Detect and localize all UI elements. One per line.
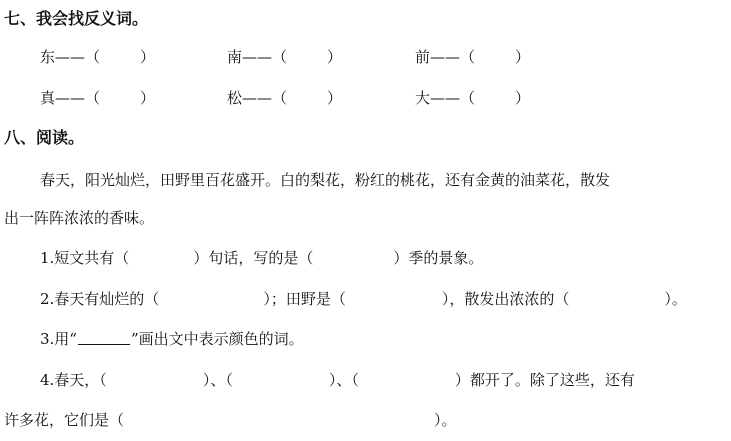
antonym-item-big — [415, 88, 530, 108]
antonym-close: ） — [515, 48, 531, 66]
question-text: ”画出文中表示颜色的词。 — [130, 330, 304, 348]
question-text: ）。 — [664, 290, 687, 308]
question-text: 4.春天，（ — [40, 371, 107, 389]
question-text: ）季的景象。 — [393, 249, 484, 267]
passage-line-1: 春天，阳光灿烂，田野里百花盛开。白的梨花，粉红的桃花，还有金黄的油菜花，散发 — [40, 171, 611, 189]
question-1 — [40, 248, 483, 268]
question-text: ）都开了。除了这些，还有 — [454, 371, 635, 389]
antonym-close: ） — [327, 48, 343, 66]
question-text: 许多花，它们是（ — [4, 411, 125, 429]
antonym-word: 前——（ — [415, 48, 476, 66]
antonym-word: 东——（ — [40, 48, 101, 66]
passage-line-2: 出一阵阵浓浓的香味。 — [4, 209, 155, 227]
antonym-item-loose — [227, 88, 342, 108]
section-8-title: 八、阅读。 — [4, 128, 85, 147]
question-text: ）句话，写的是（ — [193, 249, 314, 267]
question-text: ）、（ — [328, 371, 359, 389]
antonym-close: ） — [140, 48, 156, 66]
question-4 — [40, 370, 635, 390]
antonym-close: ） — [327, 89, 343, 107]
question-3 — [40, 329, 304, 349]
question-text: 2.春天有灿烂的（ — [40, 290, 160, 308]
antonym-item-front — [415, 47, 530, 67]
underline-mark — [78, 330, 130, 345]
antonym-item-east — [40, 47, 155, 67]
antonym-close: ） — [515, 89, 531, 107]
question-4-line-2 — [4, 410, 457, 430]
question-text: ）、（ — [202, 371, 233, 389]
antonym-close: ） — [140, 89, 156, 107]
antonym-word: 真——（ — [40, 89, 101, 107]
antonym-word: 南——（ — [227, 48, 288, 66]
question-text: 3.用“ — [40, 330, 77, 348]
antonym-word: 松——（ — [227, 89, 288, 107]
question-text: 1.短文共有（ — [40, 249, 130, 267]
question-text: ），散发出浓浓的（ — [441, 290, 570, 308]
question-2 — [40, 289, 687, 309]
section-7-title: 七、我会找反义词。 — [4, 9, 149, 28]
antonym-item-true — [40, 88, 155, 108]
antonym-word: 大——（ — [415, 89, 476, 107]
question-text: ）；田野是（ — [263, 290, 346, 308]
antonym-item-south — [227, 47, 342, 67]
question-text: ）。 — [434, 411, 457, 429]
